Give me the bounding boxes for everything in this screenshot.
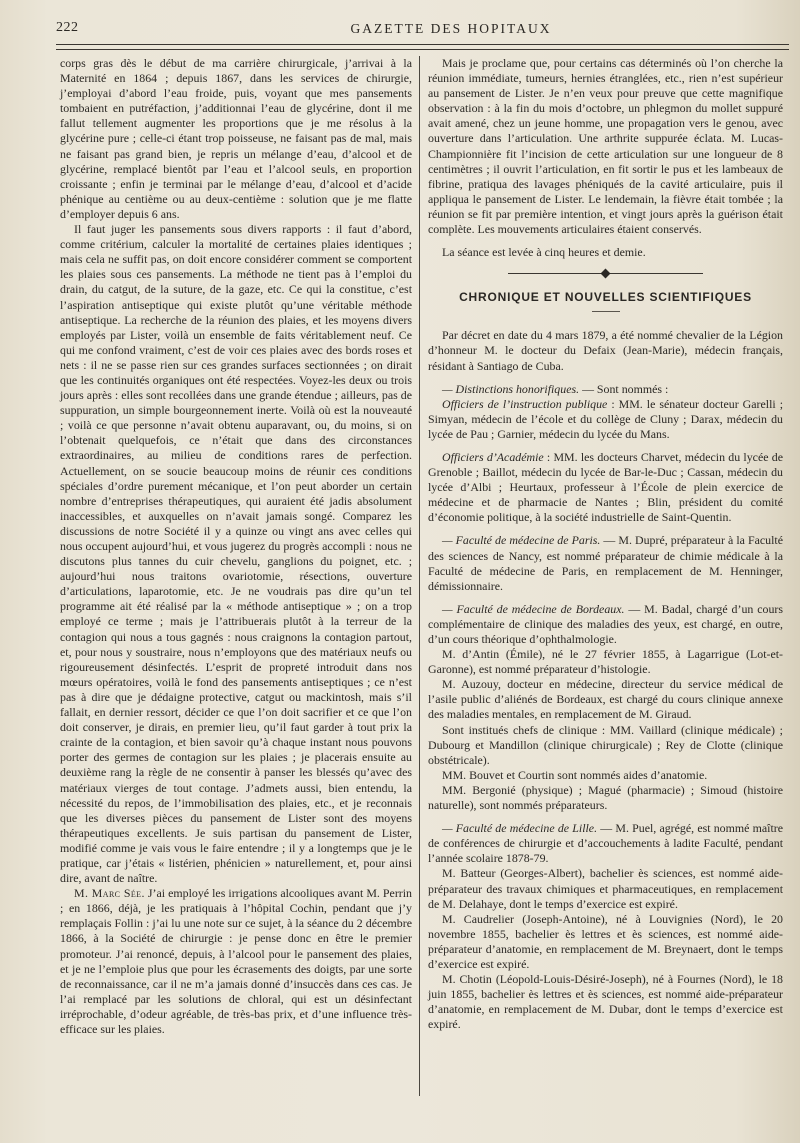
paragraph (428, 397, 783, 442)
rubric-lead: Officiers de l’instruction publique (442, 396, 608, 411)
short-rule (592, 311, 620, 312)
paragraph: M. Auzouy, docteur en médecine, directeur du service médical de l’asile public d’aliénés de Bordeaux, est chargé du cours clinique annexe des maladies mentales, en remplacement de M. Giraud. (428, 677, 783, 722)
paragraph: Il faut juger les pansements sous divers rapports : il faut d’abord, comme critérium, calculer la mortalité de certaines plaies identiques ; mais cela ne suffit pas, on doit encore considérer comment se comportent les plaies sous ces pansements. La méthode ne tient pas à l’emploi du drain, du catgut, de la suture, de la gaze, etc. Ce qui la constitue, c’est l’aspiration antiseptique qui existe plutôt qu’une véritable méthode antiseptique. La recherche de la réunion des plaies, et les moyens divers employés par Lister, voilà un ensemble de faits véritablement neuf. Ce qui me confond vraiment, c’est de voir ces plaies avec des bords roses et nets : il ne se passe rien sur ces grandes surfaces sectionnées ; on dirait que les continuités organiques ont été respectées. Voyez-les deux ou trois jours après : elles sont recollées dans une grande étendue ; ailleurs, pas de suppuration, un simple bourgeonnement inerte. Voilà où est la nouveauté ; voilà ce que personne n’avait obtenu auparavant, ou, du moins, si on l’obtenait quelquefois, ce n’était que dans des circonstances extraordinaires, au milieu de conditions rares de perfection. Actuellement, on se soucie beaucoup moins de réunir ces conditions spéciales d’ordre purement mécanique, et l’on peut aborder un certain nombre d’entreprises thérapeutiques, qui auraient été jadis absolument inaccessibles, et auxquelles on n’avait jamais songé. Comparez les discussions de notre Société il y a quinze ou vingt ans avec celles qui nous occupent aujourd’hui, et vous jugerez du progrès accompli : nous ne discutons plus tannes du cuir chevelu, ganglions du poignet, etc. ; aujourd’hui nous traitons ovariotomie, résections, ouverture d’articulations, laparotomie, etc. Je ne voudrais pas dire qu’un tel programme ait été réalisé par la « méthode antiseptique » ; on a trop employé ce terme ; mais je l’attribuerais plutôt à la terreur de la contagion qui nous a tous gagnés : nous craignons la contagion partout, et, pour nous y soustraire, nous n’employons que des matériaux neufs ou rigoureusement désinfectés. L’esprit de propreté introduit dans nos mœurs opératoires, voilà le fond des pansements antiseptiques ; ce n’est pas à dire que je dédaigne protective, catgut ou mackintosh, mais s’il fallait, en dernier ressort, décider ce que l’on doit sacrifier et ce que l’on doit conserver, je dirais, en premier lieu, qu’il faut garder à tout prix la crainte de la contagion, et bien savoir qu’à chaque instant nous pouvons porter des germes de contagion sur les plaies ; je placerais ensuite au deuxième rang la règle de ne consentir à panser les blessés qu’avec des matériaux vierges de tout contage. J’admets aussi, bien entendu, la nécessité du repos, de l’immobilisation des plaies, etc., et je reconnais que les diverses pièces du pansement de Lister sont des moyens thérapeutiques excellents. Je suis partisan du pansement de Lister, modifié comme je vais vous le faire entendre ; il y a longtemps que je le pratique, car j’étais « listérien, phénicien » naturellement, et, pour ainsi dire, avant de naître. (60, 222, 412, 886)
paragraph (428, 382, 783, 397)
paragraph: corps gras dès le début de ma carrière chirurgicale, j’arrivai à la Maternité en 1864 ; depuis 1867, dans les services de chirurgie, j’employai d’abord l’eau froide, puis, voyant que mes pansements tombaient en putréfaction, j’additionnai l’eau de glycérine, dont il me fallut tellement augmenter les proportions que je me résolus à la glycérine pure ; celle-ci étant trop poisseuse, ne faisant pas de mal, mais ne faisant pas grand bien, je repris un mélange d’eau, d’alcool et de glycérine, remplacé bientôt par l’eau et l’alcool seuls, en proportion croissante ; enfin je terminai par le mélange d’eau, d’alcool et d’acide phénique au centième ou au deux-centième : solution que je me flatte d’employer depuis 6 ans. (60, 56, 412, 221)
paragraph: MM. Bergonié (physique) ; Magué (pharmacie) ; Simoud (histoire naturelle), sont nommés préparateurs. (428, 782, 783, 813)
paragraph: Sont institués chefs de clinique : MM. Vaillard (clinique médicale) ; Dubourg et Mandillon (clinique chirurgicale) ; Rey de Clotte (clinique obstétricale). (428, 722, 783, 767)
paragraph-text: — Sont nommés : (579, 381, 669, 396)
paragraph-text: — M. Badal, chargé d’un cours complémentaire de clinique des maladies des yeux, est chargé, en outre, d’un cours théorique d’ophthalmologie. (428, 601, 783, 646)
paragraph: M. Chotin (Léopold-Louis-Désiré-Joseph), né à Fournes (Nord), le 18 juin 1855, bachelier ès lettres et ès sciences, est nommé aide-préparateur d’anatomie, en remplacement de M. Dubar, dont le temps d’exercice est expiré. (428, 972, 783, 1032)
paragraph: M. Batteur (Georges-Albert), bachelier ès sciences, est nommé aide-préparateur des travaux chimiques et pharmaceutiques, en remplacement de M. Delahaye, dont le temps d’exercice est expiré. (428, 866, 783, 911)
header-double-rule (56, 44, 789, 50)
rubric-lead: — Faculté de médecine de Paris. (442, 533, 601, 548)
paragraph: M. d’Antin (Émile), né le 27 février 1855, à Lagarrigue (Lot-et-Garonne), est nommé préparateur d’histologie. (428, 647, 783, 677)
diamond-ornament-icon (600, 269, 610, 279)
section-title: CHRONIQUE ET NOUVELLES SCIENTIFIQUES (459, 290, 752, 305)
paragraph: M. Caudrelier (Joseph-Antoine), né à Louvignies (Nord), le 20 novembre 1855, bachelier ès lettres et ès sciences, est nommé aide-préparateur d’anatomie, en remplacement de M. Breynaert, dont le temps d’exercice est expiré. (428, 911, 783, 971)
paragraph (428, 533, 783, 593)
paragraph: La séance est levée à cinq heures et demie. (442, 245, 646, 260)
page-header (56, 18, 786, 44)
paragraph: Mais je proclame que, pour certains cas déterminés où l’on cherche la réunion immédiate, tumeurs, hernies étranglées, etc., rien n’est supérieur au pansement de Lister. Je n’en veux pour preuve que cette magnifique observation : à la fin du mois d’octobre, un phlegmon du mollet suppuré avait amené, chez un jeune homme, une propagation vers le genou, avec ouverture dans l’articulation. Une arthrite suppurée éclata. M. Lucas-Championnière fit l’incision de cette articulation sur une longueur de 8 centimètres ; il ouvrit l’articulation, en fit sortir le pus et les lambeaux de fibrine, pratiqua des lavages phéniqués de la cavité articulaire, puis il appliqua le pansement de Lister. Le lendemain, la fièvre était tombée ; la réunion se fit par première intention, et vingt jours après la guérison était complète. Les mouvements articulaires étaient conservés. (428, 56, 783, 237)
right-column (428, 56, 783, 1032)
rubric-lead: — Faculté de médecine de Lille. (442, 821, 598, 836)
paragraph-text: — M. Dupré, préparateur à la Faculté des sciences de Nancy, est nommé préparateur de chimie médicale à la Faculté de médecine de Paris, en remplacement de M. Henninger, démissionnaire. (428, 533, 783, 593)
rubric-lead: Officiers d’Académie (442, 449, 544, 464)
paragraph (428, 450, 783, 525)
rubric-lead: — Faculté de médecine de Bordeaux. (442, 601, 625, 616)
section-divider-ornament (428, 266, 783, 280)
paragraph: Par décret en date du 4 mars 1879, a été nommé chevalier de la Légion d’honneur M. le docteur du Defaix (Jean-Marie), médecin français, résidant à Santiago de Cuba. (428, 328, 783, 373)
paragraph-text: — M. Puel, agrégé, est nommé maître de conférences de chirurgie et d’accouchements à ladite Faculté, pendant l’année scolaire 1878-79. (428, 821, 783, 866)
journal-title: GAZETTE DES HOPITAUX (350, 21, 552, 36)
paragraph (428, 821, 783, 866)
paragraph-text: J’ai employé les irrigations alcooliques avant M. Perrin ; en 1866, déjà, je les pratiquais à l’hôpital Cochin, pendant que j’y remplaçais Follin : j’ai lu une note sur ce sujet, à la séance du 2 décembre 1866, à la Société de chirurgie : je pense donc en être le premier promoteur. J’ai renoncé, depuis, à l’alcool pour le pansement des plaies, et je ne l’emploie plus que pour les écrasements des doigts, par une sorte de reconnaissance, car il ne m’a jamais donné d’insuccès dans ces cas. Je l’ai remplacé par les solutions de chloral, qui est un désinfectant irréprochable, d’odeur agréable, de très-bas prix, et d’une influence très-efficace sur les plaies. (60, 886, 412, 1036)
left-column (60, 56, 412, 1037)
paragraph-speaker (60, 886, 412, 1037)
paragraph-text: : MM. les docteurs Charvet, médecin du lycée de Grenoble ; Baillot, médecin du lycée de Bar-le-Duc ; Cassan, médecin du lycée d’Albi ; Heurtaux, professeur à l’École de plein exercice de médecine et de pharmacie de Nantes ; Blin, président du comité d’économie politique, à la société industrielle de Saint-Quentin. (428, 449, 783, 525)
rubric-lead: — Distinctions honorifiques. (442, 381, 580, 396)
paragraph-text: : MM. le sénateur docteur Garelli ; Simyan, médecin de l’école et du collège de Cluny ; Darax, médecin du lycée de Pau ; Garnier, médecin du lycée du Mans. (428, 396, 783, 441)
paragraph: MM. Bouvet et Courtin sont nommés aides d’anatomie. (442, 767, 708, 782)
speaker-name: M. Marc Sée. (74, 886, 145, 901)
column-divider (419, 56, 420, 1096)
paragraph (428, 602, 783, 647)
page-number: 222 (56, 20, 79, 35)
